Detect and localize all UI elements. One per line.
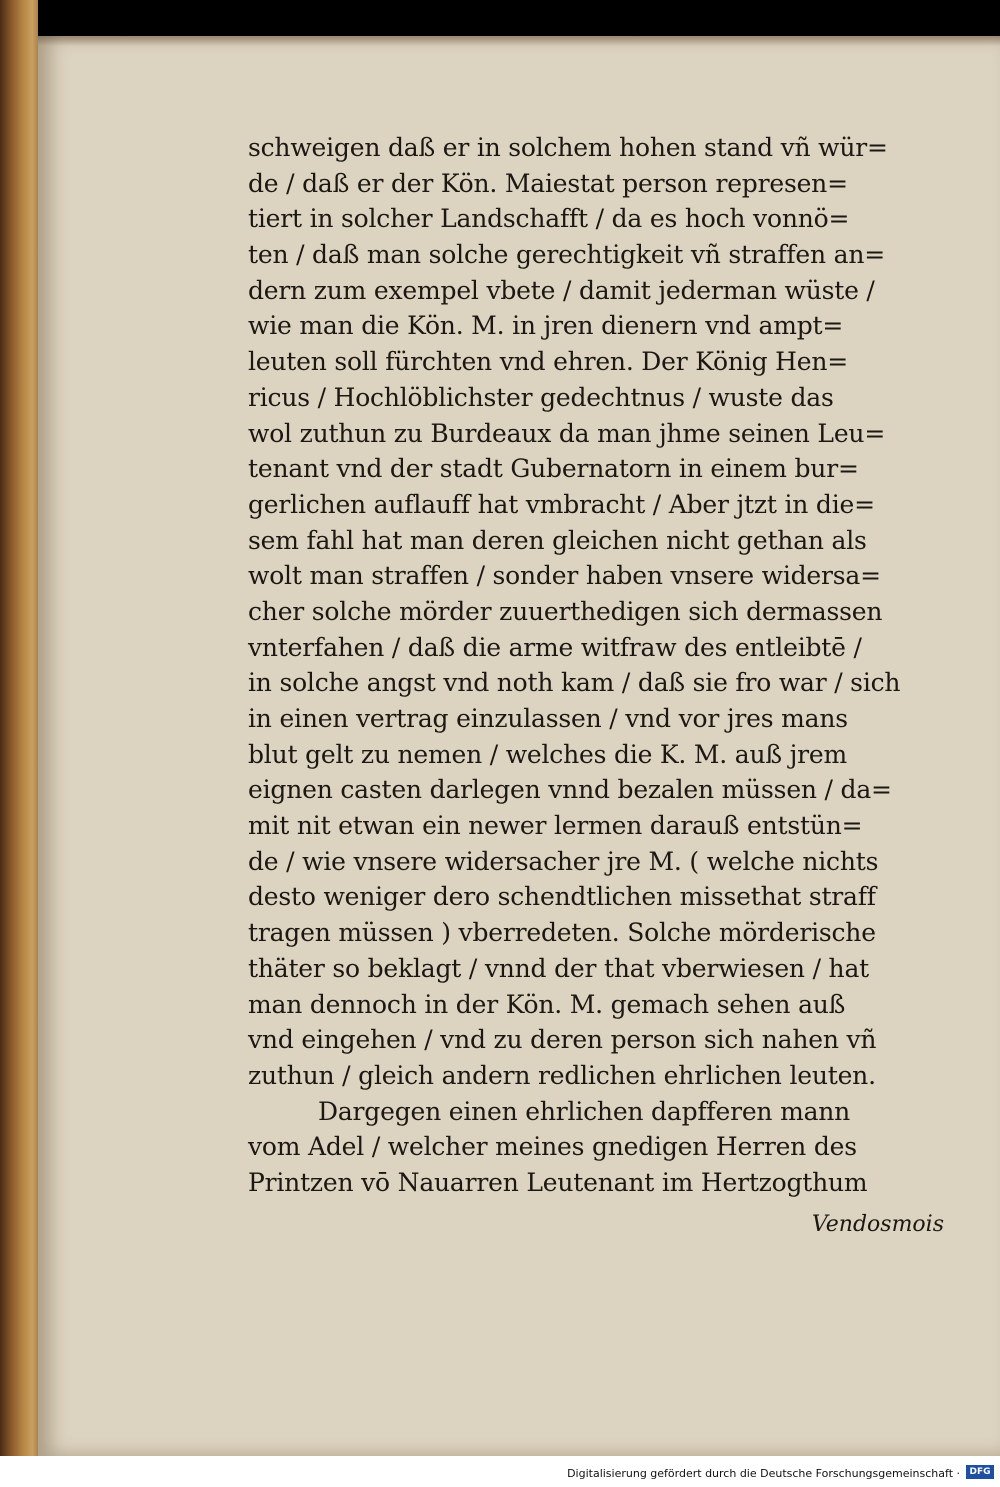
- text-line: schweigen daß er in solchem hohen stand vñ wür=: [248, 133, 888, 162]
- text-line: wol zuthun zu Burdeaux da man jhme seinen Leu=: [248, 418, 886, 448]
- text-line: vnd eingehen / vnd zu deren person sich nahen vñ: [248, 1025, 877, 1055]
- page-text-block: [248, 130, 948, 1201]
- text-line-paragraph-start: Dargegen einen ehrlichen dapfferen mann: [318, 1096, 851, 1126]
- text-line: sem fahl hat man deren gleichen nicht gethan als: [248, 525, 867, 555]
- digitization-credit: Digitalisierung gefördert durch die Deutsche Forschungsgemeinschaft ·: [567, 1467, 960, 1480]
- text-line: tiert in solcher Landschafft / da es hoch vonnö=: [248, 204, 850, 234]
- text-line: wie man die Kön. M. in jren dienern vnd ampt=: [248, 311, 844, 341]
- text-line: mit nit etwan ein newer lermen darauß entstün=: [248, 811, 863, 841]
- text-line: de / daß er der Kön. Maiestat person represen=: [248, 168, 848, 198]
- text-line: eignen casten darlegen vnnd bezalen müssen / da=: [248, 775, 892, 805]
- text-line: ricus / Hochlöblichster gedechtnus / wuste das: [248, 382, 834, 412]
- text-line: desto weniger dero schendtlichen missethat straff: [248, 882, 876, 912]
- text-line: dern zum exempel vbete / damit jederman wüste /: [248, 275, 875, 305]
- text-line: de / wie vnsere widersacher jre M. ( welche nichts: [248, 846, 879, 876]
- book-binding-edge: [0, 0, 38, 1456]
- text-line: in solche angst vnd noth kam / daß sie fro war / sich: [248, 668, 901, 698]
- text-line: ten / daß man solche gerechtigkeit vñ straffen an=: [248, 240, 886, 270]
- text-line: man dennoch in der Kön. M. gemach sehen auß: [248, 989, 846, 1019]
- text-line: gerlichen auflauff hat vmbracht / Aber jtzt in die=: [248, 489, 875, 519]
- text-line: zuthun / gleich andern redlichen ehrlichen leuten.: [248, 1060, 876, 1090]
- text-line: tenant vnd der stadt Gubernatorn in einem bur=: [248, 454, 859, 484]
- text-line: cher solche mörder zuuerthedigen sich dermassen: [248, 596, 883, 626]
- text-line: vnterfahen / daß die arme witfraw des entleibtē /: [248, 632, 862, 662]
- text-line: Printzen vō Nauarren Leutenant im Hertzogthum: [248, 1167, 868, 1197]
- text-line: leuten soll fürchten vnd ehren. Der König Hen=: [248, 347, 848, 377]
- text-line: in einen vertrag einzulassen / vnd vor jres mans: [248, 704, 848, 733]
- catchword: Vendosmois: [811, 1212, 944, 1237]
- text-line: wolt man straffen / sonder haben vnsere widersa=: [248, 561, 881, 591]
- page-top-shadow: [38, 36, 1000, 46]
- text-line: vom Adel / welcher meines gnedigen Herren des: [248, 1132, 857, 1162]
- dfg-logo-icon: DFG: [966, 1465, 994, 1479]
- text-line: thäter so beklagt / vnnd der that vberwiesen / hat: [248, 953, 870, 983]
- text-line: blut gelt zu nemen / welches die K. M. auß jrem: [248, 739, 848, 769]
- text-line: tragen müssen ) vberredeten. Solche mörderische: [248, 918, 876, 948]
